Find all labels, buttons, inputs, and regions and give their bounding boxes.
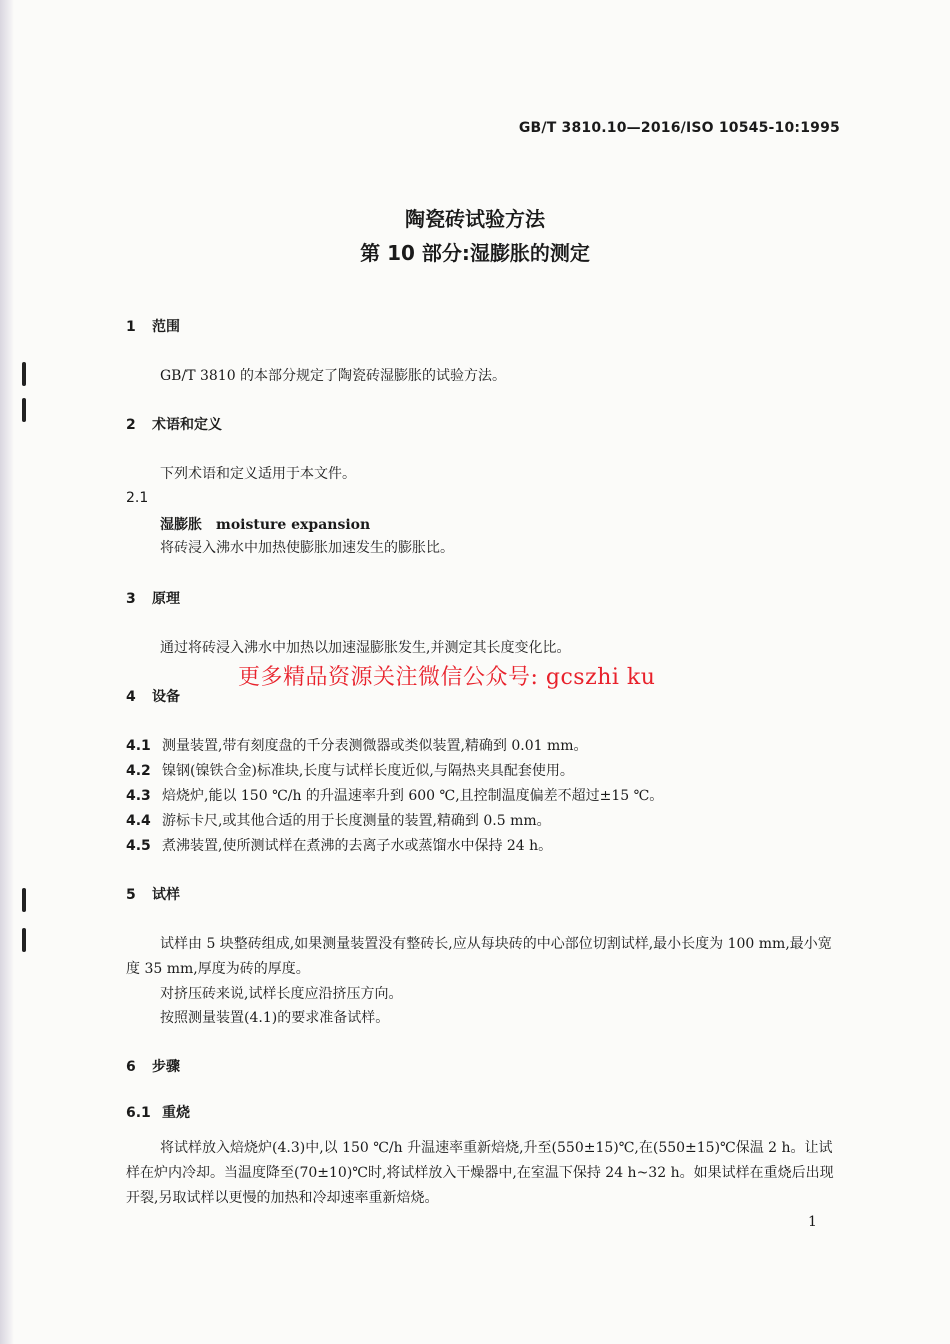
list-item [126,784,838,809]
section-heading-specimens [126,884,180,904]
item-number: 4.4 [126,813,151,829]
section-number: 5 [126,887,136,903]
binder-hole-mark [22,398,26,422]
item-text: 煮沸装置,使所测试样在煮沸的去离子水或蒸馏水中保持 24 h。 [162,838,553,854]
item-number: 4.5 [126,838,151,854]
section-title: 范围 [152,319,180,335]
section-heading-terms [126,414,222,434]
item-text: 镍钢(镍铁合金)标准块,长度与试样长度近似,与隔热夹具配套使用。 [162,763,574,779]
list-item [126,809,838,834]
section-title: 设备 [152,689,180,705]
term-chinese: 湿膨胀 [160,517,202,533]
section-title: 试样 [152,887,180,903]
refiring-paragraph: 将试样放入焙烧炉(4.3)中,以 150 ℃/h 升温速率重新焙烧,升至(550±15)℃,在(550±15)℃保温 2 h。让试样在炉内冷却。当温度降至(70±10)℃时,将试样放入干燥器中,在室温下保持 24 h~32 h。如果试样在重烧后出现开裂,另取试样以更慢的加热和冷却速率重新焙烧。 [126,1140,834,1206]
binder-hole-mark [22,362,26,386]
watermark-text: 更多精品资源关注微信公众号: gcszhi ku [238,665,656,690]
item-text: 测量装置,带有刻度盘的千分表测微器或类似装置,精确到 0.01 mm。 [162,738,588,754]
item-number: 4.3 [126,788,151,804]
section-number: 3 [126,591,136,607]
section-title: 步骤 [152,1059,180,1075]
specimens-paragraph: 对挤压砖来说,试样长度应沿挤压方向。 [160,986,403,1002]
binder-hole-mark [22,888,26,912]
list-item [126,759,838,784]
document-subtitle: 第 10 部分:湿膨胀的测定 [360,241,590,265]
terms-paragraph: 下列术语和定义适用于本文件。 [160,466,356,482]
specimens-paragraph: 试样由 5 块整砖组成,如果测量装置没有整砖长,应从每块砖的中心部位切割试样,最小长度为 100 mm,最小宽度 35 mm,厚度为砖的厚度。 [126,936,832,977]
term-entry [160,514,370,534]
subsection-title: 重烧 [162,1105,190,1121]
principle-paragraph: 通过将砖浸入沸水中加热以加速湿膨胀发生,并测定其长度变化比。 [160,640,571,656]
section-heading-apparatus [126,686,180,706]
scope-paragraph: GB/T 3810 的本部分规定了陶瓷砖湿膨胀的试验方法。 [160,368,507,384]
binder-hole-mark [22,928,26,952]
item-number: 4.2 [126,763,151,779]
page-number: 1 [808,1214,817,1230]
document-title: 陶瓷砖试验方法 [405,207,545,231]
term-definition: 将砖浸入沸水中加热使膨胀加速发生的膨胀比。 [160,540,454,556]
term-english: moisture expansion [216,517,371,533]
section-heading-procedure [126,1056,180,1076]
subsection-number: 6.1 [126,1105,151,1121]
section-number: 2 [126,417,136,433]
list-item [126,734,838,759]
specimens-paragraph: 按照测量装置(4.1)的要求准备试样。 [160,1010,390,1026]
section-number: 1 [126,319,136,335]
section-number: 4 [126,689,136,705]
list-item [126,834,838,859]
section-heading-scope [126,316,180,336]
section-heading-principle [126,588,180,608]
subsection-heading-refiring [126,1102,190,1122]
item-number: 4.1 [126,738,151,754]
scan-edge [0,0,14,1344]
section-title: 术语和定义 [152,417,222,433]
item-text: 游标卡尺,或其他合适的用于长度测量的装置,精确到 0.5 mm。 [162,813,551,829]
subsection-number: 2.1 [126,490,149,506]
section-number: 6 [126,1059,136,1075]
standard-code: GB/T 3810.10—2016/ISO 10545-10:1995 [518,120,840,136]
section-title: 原理 [152,591,180,607]
item-text: 焙烧炉,能以 150 ℃/h 的升温速率升到 600 ℃,且控制温度偏差不超过±15 ℃。 [162,788,664,804]
